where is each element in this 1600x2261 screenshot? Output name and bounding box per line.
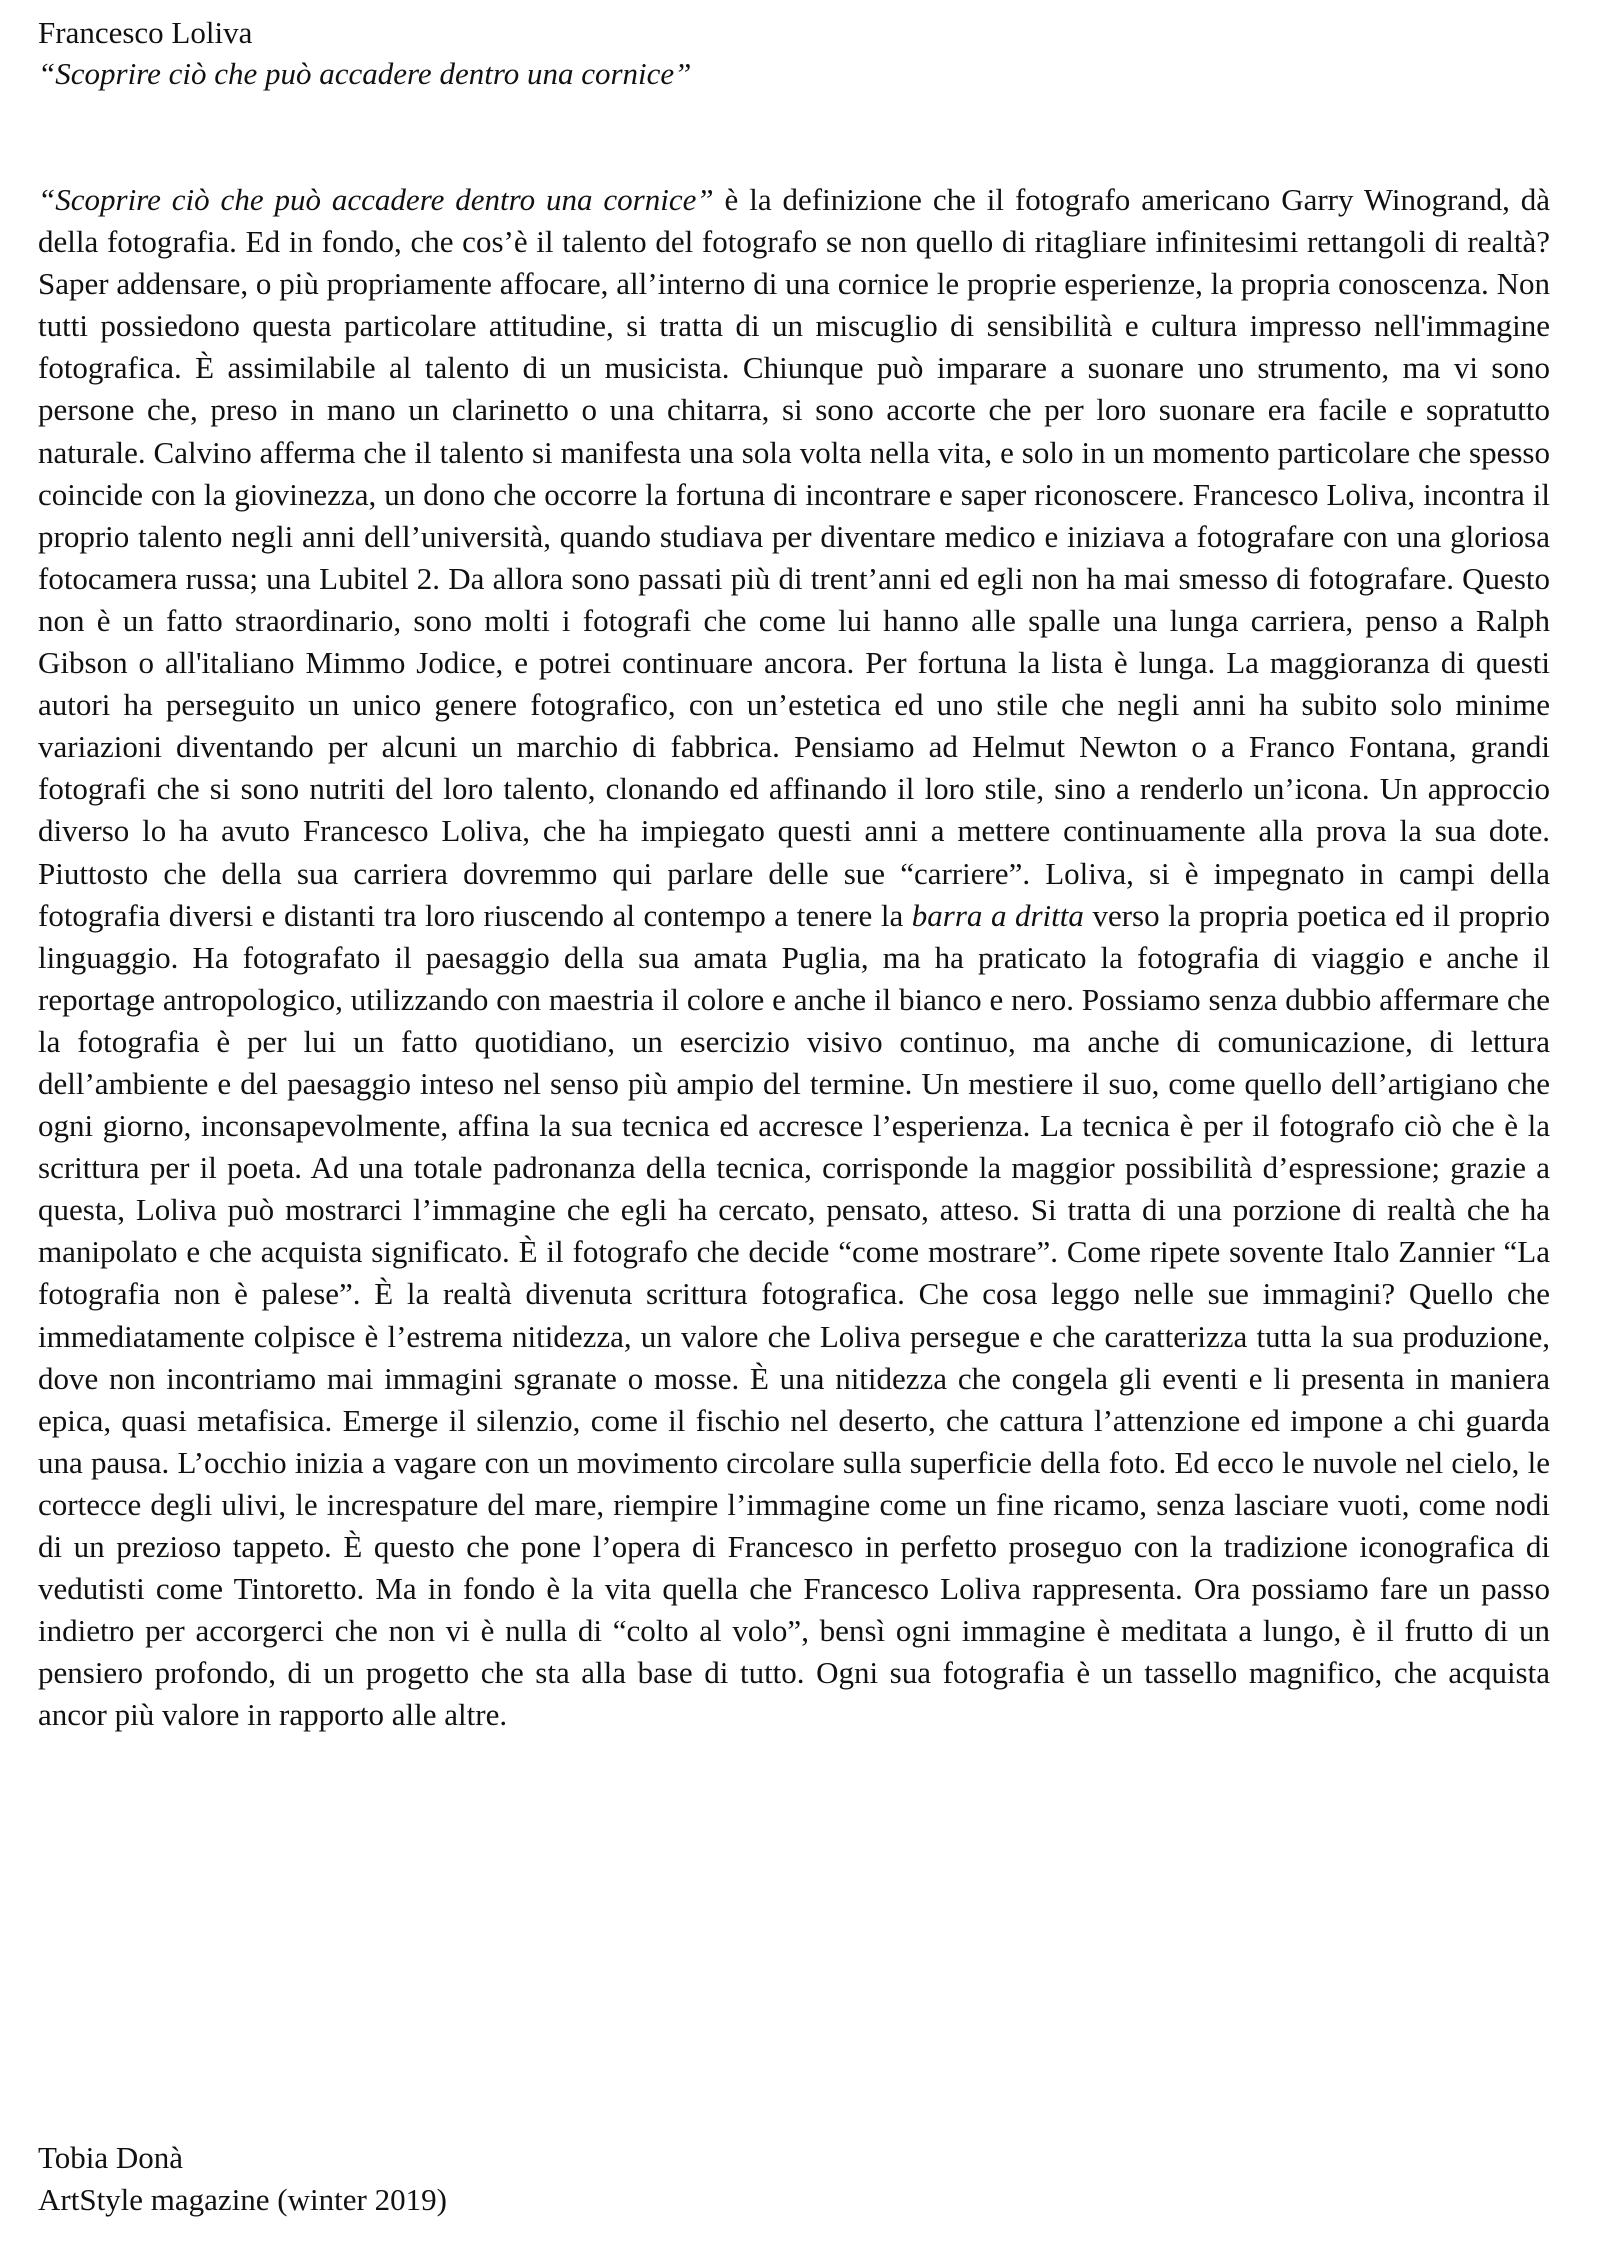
lead-quote: “Scoprire ciò che può accadere dentro una cornice” xyxy=(38,182,714,217)
author-name: Francesco Loliva xyxy=(38,15,253,50)
document-header xyxy=(38,12,1550,94)
article-body xyxy=(38,179,1550,1736)
signature-block xyxy=(38,2137,1038,2221)
italic-phrase: barra a dritta xyxy=(911,897,1084,933)
article-title: “Scoprire ciò che può accadere dentro una cornice” xyxy=(38,56,692,91)
signature-source: ArtStyle magazine (winter 2019) xyxy=(38,2182,447,2217)
body-text-part-2: verso la propria poetica ed il proprio linguaggio. Ha fotografato il paesaggio della sua amata Puglia, ma ha praticato la fotografia di viaggio e anche il reportage antropologico, utilizzando con maestria il colore e anche il bianco e nero. Possiamo senza dubbio affermare che la fotografia è per lui un fatto quotidiano, un esercizio visivo continuo, ma anche di comunicazione, di lettura dell’ambiente e del paesaggio inteso nel senso più ampio del termine. Un mestiere il suo, come quello dell’artigiano che ogni giorno, inconsapevolmente, affina la sua tecnica ed accresce l’esperienza. La tecnica è per il fotografo ciò che è la scrittura per il poeta. Ad una totale padronanza della tecnica, corrisponde la maggior possibilità d’espressione; grazie a questa, Loliva può mostrarci l’immagine che egli ha cercato, pensato, atteso. Si tratta di una porzione di realtà che ha manipolato e che acquista significato. È il fotografo che decide “come mostrare”. Come ripete sovente Italo Zannier “La fotografia non è palese”. È la realtà divenuta scrittura fotografica. Che cosa leggo nelle sue immagini? Quello che immediatamente colpisce è l’estrema nitidezza, un valore che Loliva persegue e che caratterizza tutta la sua produzione, dove non incontriamo mai immagini sgranate o mosse. È una nitidezza che congela gli eventi e li presenta in maniera epica, quasi metafisica. Emerge il silenzio, come il fischio nel deserto, che cattura l’attenzione ed impone a chi guarda una pausa. L’occhio inizia a vagare con un movimento circolare sulla superficie della foto. Ed ecco le nuvole nel cielo, le cortecce degli ulivi, le increspature del mare, riempire l’immagine come un fine ricamo, senza lasciare vuoti, come nodi di un prezioso tappeto. È questo che pone l’opera di Francesco in perfetto proseguo con la tradizione iconografica di vedutisti come Tintoretto. Ma in fondo è la vita quella che Francesco Loliva rappresenta. Ora possiamo fare un passo indietro per accorgerci che non vi è nulla di “colto al volo”, bensì ogni immagine è meditata a lungo, è il frutto di un pensiero profondo, di un progetto che sta alla base di tutto. Ogni sua fotografia è un tassello magnifico, che acquista ancor più valore in rapporto alle altre. xyxy=(38,897,1551,1733)
body-text-part-1: è la definizione che il fotografo americano Garry Winogrand, dà della fotografia. Ed in fondo, che cos’è il talento del fotografo se non quello di ritagliare infinitesimi rettangoli di realtà? Saper addensare, o più propriamente affocare, all’interno di una cornice le proprie esperienze, la propria conoscenza. Non tutti possiedono questa particolare attitudine, si tratta di un miscuglio di sensibilità e cultura impresso nell'immagine fotografica. È assimilabile al talento di un musicista. Chiunque può imparare a suonare uno strumento, ma vi sono persone che, preso in mano un clarinetto o una chitarra, si sono accorte che per loro suonare era facile e sopratutto naturale. Calvino afferma che il talento si manifesta una sola volta nella vita, e solo in un momento particolare che spesso coincide con la giovinezza, un dono che occorre la fortuna di incontrare e saper riconoscere. Francesco Loliva, incontra il proprio talento negli anni dell’università, quando studiava per diventare medico e iniziava a fotografare con una gloriosa fotocamera russa; una Lubitel 2. Da allora sono passati più di trent’anni ed egli non ha mai smesso di fotografare. Questo non è un fatto straordinario, sono molti i fotografi che come lui hanno alle spalle una lunga carriera, penso a Ralph Gibson o all'italiano Mimmo Jodice, e potrei continuare ancora. Per fortuna la lista è lunga. La maggioranza di questi autori ha perseguito un unico genere fotografico, con un’estetica ed uno stile che negli anni ha subito solo minime variazioni diventando per alcuni un marchio di fabbrica. Pensiamo ad Helmut Newton o a Franco Fontana, grandi fotografi che si sono nutriti del loro talento, clonando ed affinando il loro stile, sino a renderlo un’icona. Un approccio diverso lo ha avuto Francesco Loliva, che ha impiegato questi anni a mettere continuamente alla prova la sua dote. Piuttosto che della sua carriera dovremmo qui parlare delle sue “carriere”. Loliva, si è impegnato in campi della fotografia diversi e distanti tra loro riuscendo al contempo a tenere la xyxy=(38,182,1550,933)
signature-name: Tobia Donà xyxy=(38,2140,184,2175)
